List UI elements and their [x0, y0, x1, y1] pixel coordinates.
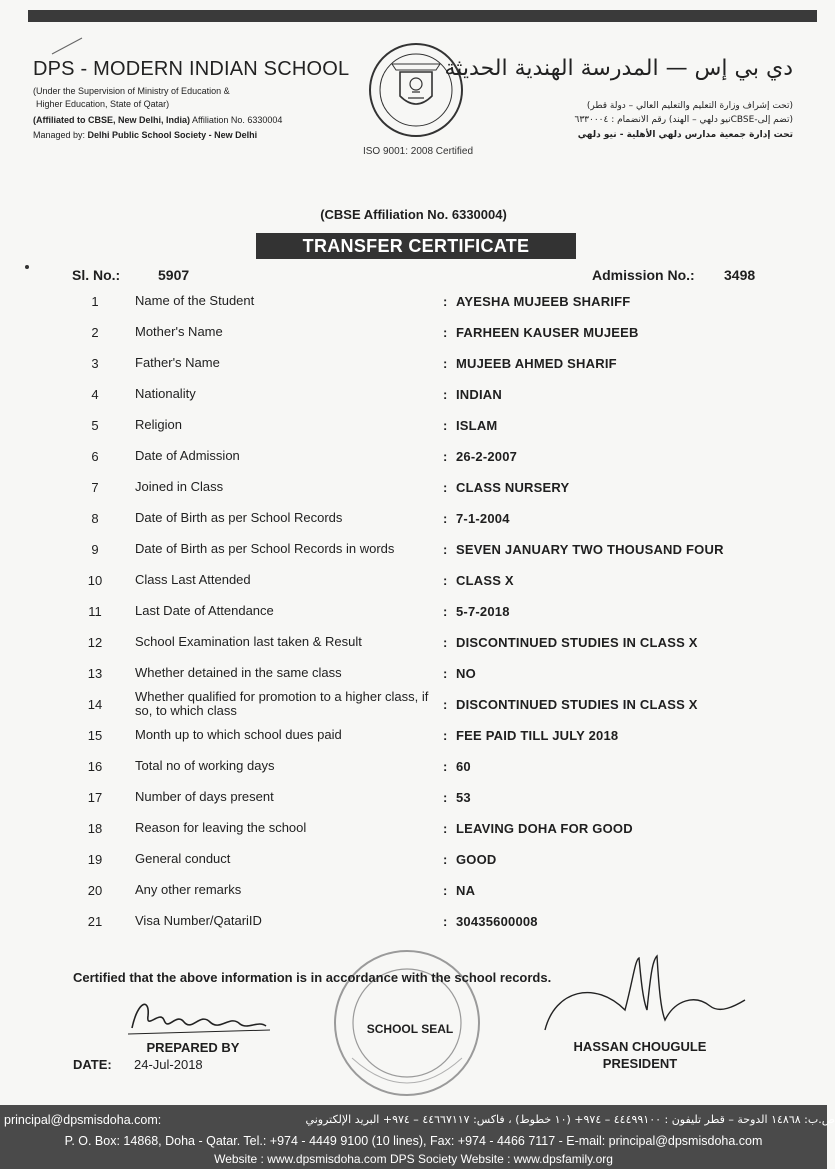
field-colon: :: [443, 418, 448, 433]
field-number: 7: [91, 480, 99, 495]
field-label: Father's Name: [135, 355, 220, 370]
field-colon: :: [443, 573, 448, 588]
field-row: [0, 752, 827, 782]
field-value: SEVEN JANUARY TWO THOUSAND FOUR: [456, 542, 724, 557]
managed-by-label: Managed by:: [33, 130, 88, 140]
field-row: [0, 814, 827, 844]
field-label: Joined in Class: [135, 479, 224, 494]
field-number: 3: [91, 356, 99, 371]
affiliation-line: [33, 114, 282, 126]
field-row: [0, 628, 827, 658]
footer-arabic-contact: ص.ب: ١٤٨٦٨ الدوحة – قطر تليفون : ٤٤٤٩٩١٠٠ – ٩٧٤+ (١٠ خطوط) ، فاكس: ٤٤٦٦٧١١٧ – ٩٧٤+ البريد الإلكتروني: [305, 1113, 835, 1126]
date-label: DATE:: [73, 1057, 112, 1072]
field-value: AYESHA MUJEEB SHARIFF: [456, 294, 631, 309]
footer-contact: P. O. Box: 14868, Doha - Qatar. Tel.: +974 - 4449 9100 (10 lines), Fax: +974 - 4466 7117 - E-mail: principal@dpsmisdoha.com: [64, 1134, 763, 1148]
field-label: Class Last Attended: [135, 572, 251, 587]
president-title: PRESIDENT: [602, 1056, 678, 1071]
field-label: Last Date of Attendance: [135, 603, 274, 618]
field-number: 17: [87, 790, 103, 805]
serial-number: 5907: [158, 267, 190, 283]
field-number: 1: [91, 294, 99, 309]
pen-scribble-mark: [50, 36, 84, 56]
field-value: DISCONTINUED STUDIES IN CLASS X: [456, 635, 698, 650]
cbse-affiliation: (CBSE Affiliation No. 6330004): [320, 207, 507, 222]
field-value: ISLAM: [456, 418, 498, 433]
footer-websites: Website : www.dpsmisdoha.com DPS Society Website : www.dpsfamily.org: [214, 1152, 613, 1166]
field-colon: :: [443, 511, 448, 526]
field-label: Date of Birth as per School Records in words: [135, 541, 395, 556]
field-value: GOOD: [456, 852, 497, 867]
field-label: Total no of working days: [135, 758, 275, 773]
field-number: 13: [87, 666, 103, 681]
preparer-signature: [120, 990, 280, 1040]
field-value: CLASS NURSERY: [456, 480, 570, 495]
field-label: General conduct: [135, 851, 231, 866]
field-label: Mother's Name: [135, 324, 223, 339]
field-colon: :: [443, 387, 448, 402]
supervision-line-1: (Under the Supervision of Ministry of Education &: [33, 86, 230, 96]
field-colon: :: [443, 666, 448, 681]
certificate-title: TRANSFER CERTIFICATE: [256, 233, 576, 259]
field-row: [0, 907, 827, 937]
field-colon: :: [443, 790, 448, 805]
field-number: 11: [88, 604, 102, 619]
field-colon: :: [443, 325, 448, 340]
field-number: 6: [91, 449, 99, 464]
admission-number-label: Admission No.:: [592, 267, 695, 283]
field-row: [0, 783, 827, 813]
field-value: MUJEEB AHMED SHARIF: [456, 356, 617, 371]
field-label: School Examination last taken & Result: [135, 634, 362, 649]
field-number: 16: [87, 759, 103, 774]
issue-date: 24-Jul-2018: [134, 1057, 203, 1072]
field-value: CLASS X: [456, 573, 514, 588]
field-label: Name of the Student: [135, 293, 255, 308]
field-row: [0, 876, 827, 906]
field-value: 7-1-2004: [456, 511, 510, 526]
ar-managed-by-line: تحت إدارة جمعية مدارس دلهي الأهلية - نيو دلهي: [577, 130, 793, 140]
ar-affiliation-line: (تضم إلى-CBSEنيو دلهي – الهند) رقم الانضمام : ٦٣٣٠٠٠٤: [574, 115, 793, 125]
field-colon: :: [443, 542, 448, 557]
admission-number: 3498: [724, 267, 756, 283]
field-row: [0, 349, 827, 379]
field-label: Number of days present: [135, 789, 274, 804]
field-row: [0, 597, 827, 627]
field-row: [0, 721, 827, 751]
school-name-en: DPS - MODERN INDIAN SCHOOL: [33, 58, 350, 80]
field-value: NA: [456, 883, 476, 898]
field-colon: :: [443, 294, 448, 309]
field-label: Whether qualified for promotion to a higher class, if so, to which class: [135, 689, 429, 718]
field-colon: :: [443, 697, 448, 712]
school-name-ar: دي بي إس — المدرسة الهندية الحديثة: [444, 56, 793, 81]
field-number: 21: [87, 914, 103, 929]
field-number: 19: [87, 852, 103, 867]
school-crest-logo: [366, 40, 466, 140]
footer-bar: [0, 1105, 835, 1169]
field-value: FEE PAID TILL JULY 2018: [456, 728, 619, 743]
certification-statement: Certified that the above information is in accordance with the school records.: [73, 970, 552, 985]
field-value: 5-7-2018: [456, 604, 510, 619]
footer-email: principal@dpsmisdoha.com:: [4, 1113, 162, 1127]
field-value: INDIAN: [456, 387, 502, 402]
field-colon: :: [443, 480, 448, 495]
field-label: Month up to which school dues paid: [135, 727, 342, 742]
ar-supervision-line: (تحت إشراف وزارة التعليم والتعليم العالي – دولة قطر): [586, 101, 793, 111]
field-number: 18: [87, 821, 103, 836]
field-number: 20: [87, 883, 103, 898]
field-value: LEAVING DOHA FOR GOOD: [456, 821, 633, 836]
field-value: 30435600008: [456, 914, 538, 929]
field-colon: :: [443, 883, 448, 898]
field-value: DISCONTINUED STUDIES IN CLASS X: [456, 697, 698, 712]
field-number: 14: [87, 697, 103, 712]
field-colon: :: [443, 449, 448, 464]
field-number: 2: [91, 325, 99, 340]
field-row: [0, 318, 827, 348]
iso-certification: ISO 9001: 2008 Certified: [362, 146, 474, 157]
field-row: [0, 535, 827, 565]
field-value: FARHEEN KAUSER MUJEEB: [456, 325, 639, 340]
president-name: HASSAN CHOUGULE: [573, 1039, 707, 1054]
field-number: 8: [91, 511, 99, 526]
field-colon: :: [443, 821, 448, 836]
field-row: [0, 659, 827, 689]
field-row: [0, 690, 827, 720]
field-number: 5: [91, 418, 99, 433]
field-number: 9: [91, 542, 99, 557]
field-label: Any other remarks: [135, 882, 242, 897]
field-value: 26-2-2007: [456, 449, 518, 464]
field-number: 4: [91, 387, 99, 402]
field-colon: :: [443, 635, 448, 650]
field-row: [0, 473, 827, 503]
field-value: 53: [456, 790, 471, 805]
managed-by-line: [33, 129, 257, 141]
school-seal-label: SCHOOL SEAL: [366, 1022, 454, 1036]
prepared-by-label: PREPARED BY: [146, 1040, 240, 1055]
field-row: [0, 380, 827, 410]
managed-by: Delhi Public School Society - New Delhi: [87, 130, 258, 140]
field-colon: :: [443, 914, 448, 929]
field-label: Visa Number/QatariID: [135, 913, 262, 928]
field-label: Religion: [135, 417, 182, 432]
field-colon: :: [443, 728, 448, 743]
field-colon: :: [443, 759, 448, 774]
field-label: Date of Birth as per School Records: [135, 510, 343, 525]
field-value: NO: [456, 666, 476, 681]
field-label: Whether detained in the same class: [135, 665, 342, 680]
field-label: Date of Admission: [135, 448, 240, 463]
top-border-bar: [28, 10, 817, 22]
ink-dot: [25, 265, 29, 269]
affiliation-number: Affiliation No. 6330004: [190, 115, 283, 125]
field-row: [0, 442, 827, 472]
field-number: 12: [87, 635, 103, 650]
field-colon: :: [443, 852, 448, 867]
field-label: Nationality: [135, 386, 196, 401]
field-row: [0, 287, 827, 317]
field-colon: :: [443, 604, 448, 619]
president-signature: [535, 950, 755, 1040]
field-number: 15: [87, 728, 103, 743]
serial-number-label: Sl. No.:: [72, 267, 121, 283]
affiliation-bold: (Affiliated to CBSE, New Delhi, India): [33, 115, 191, 125]
field-number: 10: [87, 573, 103, 588]
field-row: [0, 504, 827, 534]
field-value: 60: [456, 759, 471, 774]
field-colon: :: [443, 356, 448, 371]
field-row: [0, 411, 827, 441]
field-label: Reason for leaving the school: [135, 820, 307, 835]
field-row: [0, 566, 827, 596]
field-row: [0, 845, 827, 875]
supervision-line-2: Higher Education, State of Qatar): [36, 99, 170, 109]
